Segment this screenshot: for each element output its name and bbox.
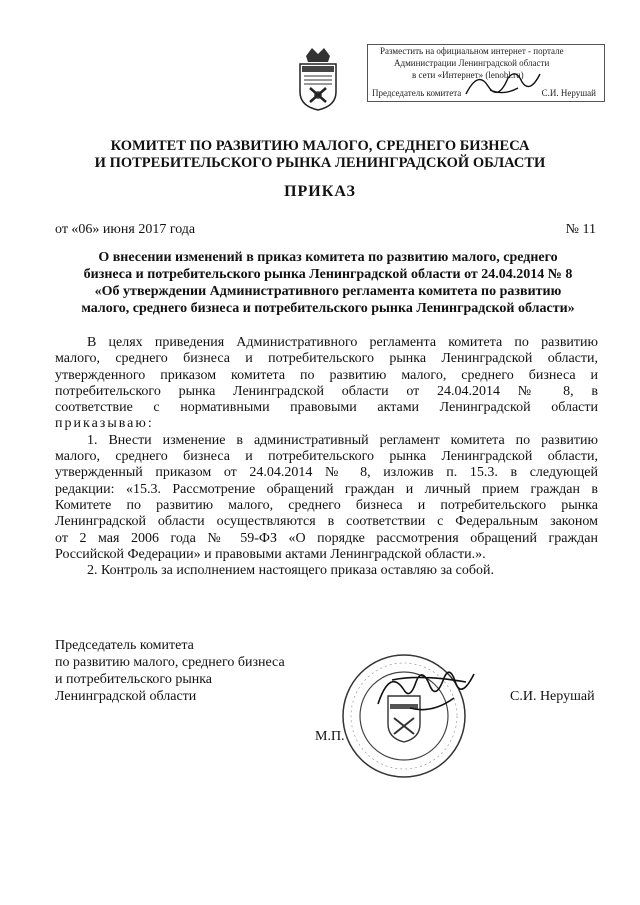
body-line: Российской Федерации» и правовыми актами Ленинградской области.».: [55, 546, 486, 562]
coat-of-arms-icon: [292, 44, 344, 112]
signer-position: Председатель комитета: [55, 638, 194, 653]
title-line: «Об утверждении Административного регламента комитета по развитию: [94, 284, 562, 299]
stamp-line-3: в сети «Интернет» (lenobl.ru): [412, 70, 524, 80]
stamp-signature-icon: [460, 64, 550, 102]
body-line: от 2 мая 2006 года № 59-ФЗ «О порядке рассмотрения обращений граждан: [55, 530, 598, 546]
body-line: 1. Внести изменение в административный регламент комитета по развитию: [87, 432, 598, 448]
document-title: [58, 249, 598, 317]
stamp-name: С.И. Нерушай: [541, 88, 596, 98]
title-line: бизнеса и потребительского рынка Ленинградской области от 24.04.2014 № 8: [83, 267, 573, 282]
body-line: 2. Контроль за исполнением настоящего приказа оставляю за собой.: [87, 563, 495, 579]
document-date: от «06» июня 2017 года: [55, 222, 196, 237]
body-line: малого, среднего бизнеса и потребительского рынка Ленинградской области,: [55, 449, 598, 465]
stamp-line-1: Разместить на официальном интернет - портале: [380, 46, 564, 56]
body-line: Комитете по развитию малого, среднего бизнеса и потребительского рынка: [55, 497, 598, 513]
body-line: Ленинградской области осуществляются в соответствии с Федеральным законом: [55, 514, 598, 530]
title-line: малого, среднего бизнеса и потребительского рынка Ленинградской области»: [81, 301, 575, 316]
document-type: ПРИКАЗ: [284, 183, 356, 200]
signature-block: [55, 637, 285, 705]
body-line: утвержденный приказом от 24.04.2014 № 8, изложив п. 15.3. в следующей: [55, 465, 598, 481]
seal-place-label: М.П.: [315, 729, 345, 744]
org-line-1: КОМИТЕТ ПО РАЗВИТИЮ МАЛОГО, СРЕДНЕГО БИЗНЕСА: [110, 138, 530, 154]
signer-position: по развитию малого, среднего бизнеса: [55, 655, 285, 670]
body-line: приказываю:: [55, 416, 154, 432]
title-line: О внесении изменений в приказ комитета по развитию малого, среднего: [98, 250, 558, 265]
document-body: [55, 335, 598, 579]
body-line: потребительского рынка Ленинградской области от 24.04.2014 № 8, в: [55, 383, 598, 399]
signer-position: и потребительского рынка: [55, 672, 213, 687]
handwritten-signature-icon: [370, 660, 490, 718]
body-line: утвержденного приказом комитета по развитию малого, среднего бизнеса и: [55, 367, 598, 383]
body-line: малого, среднего бизнеса и потребительского рынка Ленинградской области,: [55, 351, 598, 367]
stamp-role: Председатель комитета: [372, 88, 462, 98]
signer-name: С.И. Нерушай: [510, 689, 595, 704]
body-line: В целях приведения Административного регламента комитета по развитию: [87, 335, 598, 350]
body-line: соответствие с нормативными правовыми актами Ленинградской области: [55, 400, 598, 416]
stamp-line-2: Администрации Ленинградской области: [394, 58, 550, 68]
document-number: № 11: [565, 222, 596, 237]
body-line: редакции: «15.3. Рассмотрение обращений граждан и личный прием граждан в: [55, 481, 598, 497]
signer-position: Ленинградской области: [55, 689, 197, 704]
org-line-2: И ПОТРЕБИТЕЛЬСКОГО РЫНКА ЛЕНИНГРАДСКОЙ ОБЛАСТИ: [94, 155, 546, 171]
organization-name: [40, 138, 600, 172]
